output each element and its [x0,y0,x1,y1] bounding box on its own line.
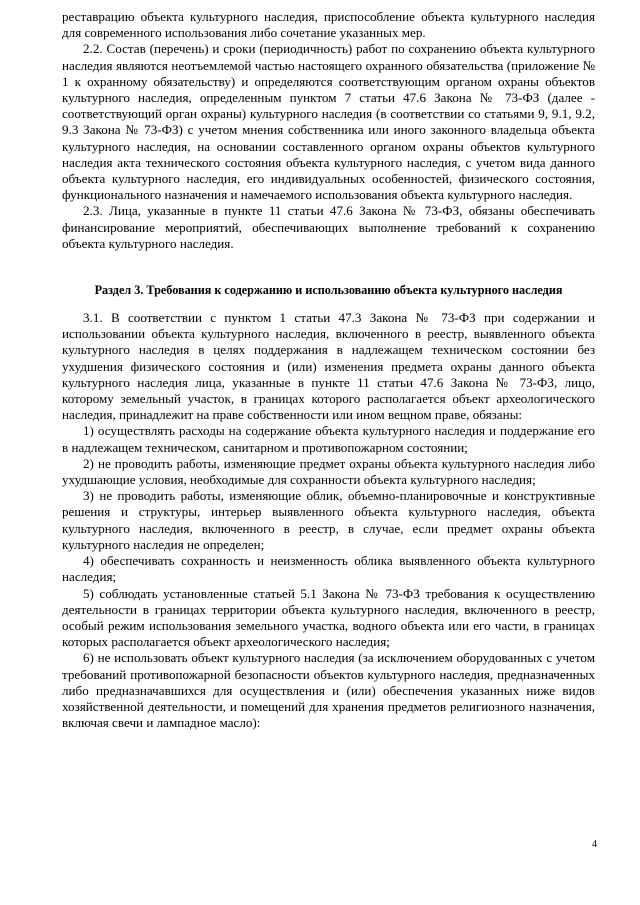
paragraph-continuation: реставрацию объекта культурного наследия, приспособление объекта культурного наследия для современного использования либо сочетание указанных мер. [62,9,595,41]
document-body [62,9,595,731]
section-heading: Раздел 3. Требования к содержанию и использованию объекта культурного наследия [94,283,563,298]
list-item-4: 4) обеспечивать сохранность и неизменность облика выявленного объекта культурного наследия; [62,553,595,585]
list-item-2: 2) не проводить работы, изменяющие предмет охраны объекта культурного наследия либо ухудшающие условия, необходимые для сохранности объекта культурного наследия; [62,455,595,488]
page-number: 4 [592,839,597,850]
list-item-1: 1) осуществлять расходы на содержание объекта культурного наследия и поддержание его в надлежащем техническом, санитарном и противопожарном состоянии; [62,423,595,455]
paragraph-2-2: 2.2. Состав (перечень) и сроки (периодичность) работ по сохранению объекта культурного наследия являются неотъемлемой частью настоящего охранного обязательства (приложение № 1 к охранному обязательству) и определяются соответствующим органом охраны объектов культурного наследия, определенным пунктом 7 статьи 47.6 Закона № 73-ФЗ (далее - соответствующий орган охраны) культурного наследия (в соответствии со статьями 9, 9.1, 9.2, 9.3 Закона № 73-ФЗ) с учетом мнения собственника или иного законного владельца объекта культурного наследия, на основании составленного органом охраны объектов культурного наследия акта технического состояния объекта культурного наследия, с учетом вида данного объекта культурного наследия, его индивидуальных особенностей, физического состояния, функционального назначения и намечаемого использования объекта культурного наследия. [62,41,595,203]
paragraph-2-3: 2.3. Лица, указанные в пункте 11 статьи 47.6 Закона № 73-ФЗ, обязаны обеспечивать финансирование мероприятий, обеспечивающих выполнение требований к сохранению объекта культурного наследия. [62,203,595,251]
paragraph-3-1: 3.1. В соответствии с пунктом 1 статьи 47.3 Закона № 73-ФЗ при содержании и использовании объекта культурного наследия, включенного в реестр, выявленного объекта культурного наследия в целях поддержания в надлежащем техническом состоянии без ухудшения физического состояния и (или) изменения предмета охраны данного объекта культурного наследия лица, указанные в пункте 11 статьи 47.6 Закона № 73-ФЗ, лицо, которому земельный участок, в границах которого располагается объект археологического наследия, принадлежит на праве собственности или ином вещном праве, обязаны: [62,310,595,423]
list-item-5: 5) соблюдать установленные статьей 5.1 Закона № 73-ФЗ требования к осуществлению деятельности в границах территории объекта культурного наследия, включенного в реестр, особый режим использования земельного участка, водного объекта или его части, в границах которых располагается объект археологического наследия; [62,585,595,650]
list-item-3: 3) не проводить работы, изменяющие облик, объемно-планировочные и конструктивные решения и структуры, интерьер выявленного объекта культурного наследия, объекта культурного наследия, включенного в реестр, в случае, если предмет охраны объекта культурного наследия не определен; [62,488,595,552]
list-item-6: 6) не использовать объект культурного наследия (за исключением оборудованных с учетом требований противопожарной безопасности объектов культурного наследия, предназначенных либо предназначавшихся для осуществления и (или) обеспечения указанных ниже видов хозяйственной деятельности, и помещений для хранения предметов религиозного назначения, включая свечи и лампадное масло): [62,650,595,731]
